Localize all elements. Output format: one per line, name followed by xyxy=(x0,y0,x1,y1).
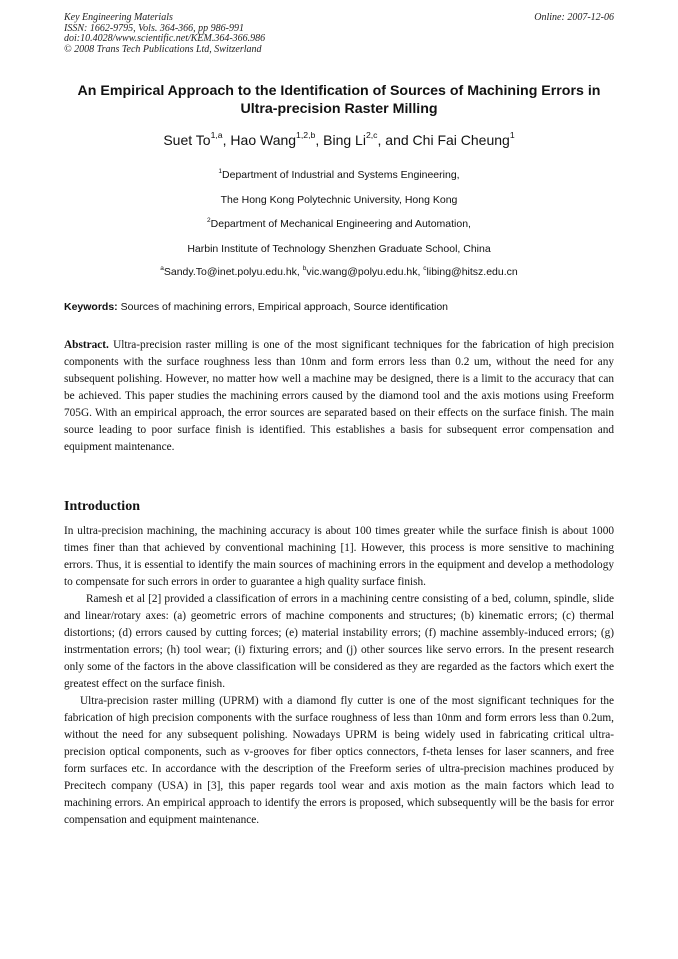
issn-line: ISSN: 1662-9795, Vols. 364-366, pp 986-991 xyxy=(64,22,244,34)
author-name: Hao Wang xyxy=(230,132,297,148)
intro-paragraph-2: Ramesh et al [2] provided a classification of errors in a machining centre consisting of a bed, column, spindle, slide and linear/rotary axes: (a) geometric errors of machine components and structures; (b) kinematic errors; (c) thermal distortions; (d) errors caused by cutting forces; (e) material instability errors; (f) machine assembly-induced errors; (g) instrmentation errors; (h) tool wear; (i) fixturing errors; and (j) other sources like servo errors. In the present research only some of the factors in the above classification will be considered as they are regarded as the factors which exert the greatest effect on the surface finish. xyxy=(64,593,614,690)
journal-name: Key Engineering Materials xyxy=(64,12,173,23)
email-sup: a xyxy=(160,264,164,272)
email-a: Sandy.To@inet.polyu.edu.hk, xyxy=(163,266,303,278)
doi-line: doi:10.4028/www.scientific.net/KEM.364-366.986 xyxy=(64,33,266,44)
author-affil-sup: 1,a xyxy=(210,130,223,141)
keywords xyxy=(64,300,614,314)
keywords-label: Keywords: xyxy=(64,301,118,313)
affil-text: Department of Mechanical Engineering and Automation, xyxy=(210,218,471,230)
journal-header xyxy=(64,13,265,55)
section-heading-introduction: Introduction xyxy=(64,499,140,514)
abstract xyxy=(64,337,614,456)
abstract-label: Abstract. xyxy=(64,339,109,351)
affil-sup: 1 xyxy=(218,167,223,175)
paper-title: An Empirical Approach to the Identification of Sources of Machining Errors in Ultra-precision Raster Milling xyxy=(77,83,601,117)
keywords-text: Sources of machining errors, Empirical approach, Source identification xyxy=(117,301,449,313)
affiliation-2-line-1 xyxy=(64,217,614,231)
email-line xyxy=(64,265,614,279)
introduction-body xyxy=(64,523,614,829)
author-name: Bing Li xyxy=(323,132,366,148)
email-b: vic.wang@polyu.edu.hk, xyxy=(306,266,424,278)
author-name: Chi Fai Cheung xyxy=(412,132,510,148)
email-c: libing@hitsz.edu.cn xyxy=(426,266,518,278)
author-affil-sup: 2,c xyxy=(365,130,378,141)
abstract-text: Ultra-precision raster milling is one of the most significant techniques for the fabrication of high precision components with the surface roughness less than 10nm and form errors less than 0.2 um, without the need for any subsequent polishing. However, no matter how well a machine may be designed, there is a limit to the accuracy that can be achieved. This paper studies the machining errors caused by the diamond tool and the axis motions using Freeform 705G. With an empirical approach, the error sources are separated based on their effects on the surface finish. The main source leading to poor surface finish is identified. This establishes a basis for subsequent error compensation and equipment maintenance. xyxy=(64,339,614,453)
email-sup: b xyxy=(302,264,307,272)
affiliation-2-line-2: Harbin Institute of Technology Shenzhen Graduate School, China xyxy=(187,243,491,255)
affiliation-1-line-2: The Hong Kong Polytechnic University, Hong Kong xyxy=(220,194,458,206)
author-name: Suet To xyxy=(163,132,211,148)
copyright-line: © 2008 Trans Tech Publications Ltd, Switzerland xyxy=(64,43,262,55)
author-separator: , xyxy=(315,132,324,148)
online-date: Online: 2007-12-06 xyxy=(534,12,614,23)
intro-paragraph-3: Ultra-precision raster milling (UPRM) with a diamond fly cutter is one of the most significant techniques for the fabrication of high precision components with the surface roughness of less than 10nm and form errors less than 0.2um, without the need for any subsequent polishing. Nowadays UPRM is being widely used in fabricating critical ultra-precision optical components, such as v-grooves for fiber optics connectors, f-theta lenses for laser scanners, and free form surfaces etc. In accordance with the description of the Freeform series of ultra-precision machines produced by Precitech company (USA) in [3], this paper regards tool wear and axis motion as the main factors which lead to machining errors. An empirical approach to identify the errors is proposed, which subsequently will be the basis for error compensation and equipment maintenance. xyxy=(64,695,614,826)
affil-text: Department of Industrial and Systems Engineering, xyxy=(222,169,460,181)
author-separator: , and xyxy=(377,132,413,148)
author-list xyxy=(64,131,614,149)
affiliation-1-line-1 xyxy=(64,168,614,182)
intro-paragraph-1: In ultra-precision machining, the machining accuracy is about 100 times greater while the surface finish is about 1000 times finer than that achieved by conventional machining [1]. However, this process is more sensitive to machining errors. Thus, it is essential to identify the main sources of machining errors in the equipment and develop a methodology to compensate for such errors in order to guarantee a high quality surface finish. xyxy=(64,525,614,588)
email-sup: c xyxy=(423,264,427,272)
author-separator: , xyxy=(222,132,231,148)
author-affil-sup: 1,2,b xyxy=(296,130,316,141)
author-affil-sup: 1 xyxy=(509,130,515,141)
affil-sup: 2 xyxy=(207,216,211,224)
